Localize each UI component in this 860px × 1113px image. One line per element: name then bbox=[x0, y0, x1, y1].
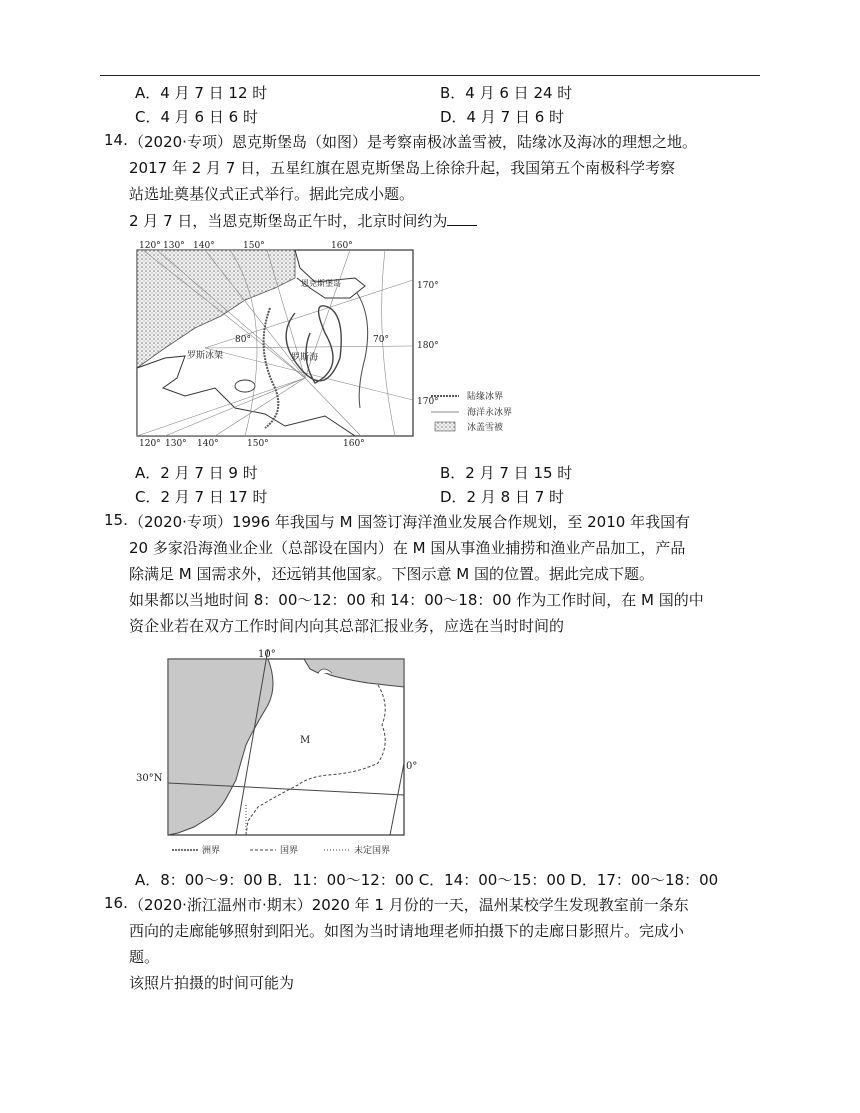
q14-stem-line3: 站选址奠基仪式正式举行。据此完成小题。 bbox=[129, 185, 415, 203]
legend-ice-cap-label: 冰盖雪被 bbox=[467, 423, 504, 433]
map-sea-label: 罗斯海 bbox=[291, 353, 319, 363]
q16-stem-line2: 西向的走廊能够照射到阳光。如图为当时请地理老师拍摄下的走廊日影照片。完成小 bbox=[129, 922, 685, 940]
map-island-label: 恩克斯堡岛 bbox=[301, 279, 341, 288]
q13-option-d[interactable]: D．4 月 7 日 6 时 bbox=[440, 108, 565, 126]
q16-number: 16. bbox=[104, 894, 128, 912]
q14-stem-line1: （2020·专项）恩克斯堡岛（如图）是考察南极冰盖雪被，陆缘冰及海冰的理想之地。 bbox=[129, 133, 697, 151]
legend-swatch-ice-cap bbox=[435, 422, 455, 431]
legend-continental-label: 陆缘冰界 bbox=[467, 392, 504, 402]
header-rule bbox=[100, 75, 760, 76]
q15-number: 15. bbox=[104, 511, 128, 529]
map-bottom-label-140: 140° bbox=[197, 439, 219, 449]
q13-option-b[interactable]: B．4 月 6 日 24 时 bbox=[440, 84, 573, 102]
legend-sea-ice-label: 海洋永冰界 bbox=[467, 408, 513, 418]
map-legend bbox=[172, 844, 390, 856]
q16-stem-line3: 题。 bbox=[129, 948, 160, 966]
q14-question bbox=[129, 210, 477, 231]
q14-number: 14. bbox=[104, 131, 128, 149]
q15-stem-line1: （2020·专项）1996 年我国与 M 国签订海洋渔业发展合作规划，至 2010 年我国有 bbox=[129, 513, 691, 531]
q13-option-c[interactable]: C．4 月 6 日 6 时 bbox=[135, 108, 258, 126]
q15-options[interactable]: A．8：00～9：00 B．11：00～12：00 C．14：00～15：00 D．17：00～18：00 bbox=[135, 871, 719, 889]
small-island bbox=[235, 380, 255, 392]
q16-stem-line1: （2020·浙江温州市·期末）2020 年 1 月份的一天，温州某校学生发现教室前一条东 bbox=[129, 896, 689, 914]
map-lat-30-label: 30°N bbox=[136, 773, 163, 784]
map-top-label-140: 140° bbox=[193, 241, 215, 251]
legend-national-label: 国界 bbox=[280, 846, 299, 856]
q15-stem-line4: 如果都以当地时间 8：00～12：00 和 14：00～18：00 作为工作时间，在 M 国的中 bbox=[129, 591, 704, 609]
map-legend bbox=[431, 390, 512, 433]
q14-option-b[interactable]: B．2 月 7 日 15 时 bbox=[440, 464, 573, 482]
q16-question: 该照片拍摄的时间可能为 bbox=[129, 974, 295, 992]
map-right-label-170: 170° bbox=[417, 281, 439, 291]
map-top-label-150: 150° bbox=[243, 241, 265, 251]
q15-stem-line3: 除满足 M 国需求外，还远销其他国家。下图示意 M 国的位置。据此完成下题。 bbox=[129, 565, 654, 583]
map-top-label-160: 160° bbox=[331, 241, 353, 251]
q15-question: 资企业若在双方工作时间内向其总部汇报业务，应选在当时时间的 bbox=[129, 617, 565, 635]
q13-option-a[interactable]: A．4 月 7 日 12 时 bbox=[135, 84, 268, 102]
legend-continent-label: 洲界 bbox=[202, 846, 221, 856]
map-lon-0-label: 0° bbox=[406, 761, 418, 772]
map-right-label-170b: 170° bbox=[417, 397, 439, 407]
q14-option-a[interactable]: A．2 月 7 日 9 时 bbox=[135, 464, 258, 482]
map-bottom-label-150: 150° bbox=[247, 439, 269, 449]
map-top-label-130: 130° bbox=[163, 241, 185, 251]
q14-question-text: 2 月 7 日，当恩克斯堡岛正午时，北京时间约为 bbox=[129, 212, 448, 230]
q15-stem-line2: 20 多家沿海渔业企业（总部设在国内）在 M 国从事渔业捕捞和渔业产品加工，产品 bbox=[129, 539, 686, 557]
answer-blank bbox=[447, 211, 477, 226]
map-lat-70: 70° bbox=[373, 335, 389, 345]
map-lon-10-label: 10° bbox=[258, 649, 276, 660]
q14-option-d[interactable]: D．2 月 8 日 7 时 bbox=[440, 488, 565, 506]
legend-undetermined-label: 未定国界 bbox=[354, 846, 391, 856]
q14-option-c[interactable]: C．2 月 7 日 17 时 bbox=[135, 488, 268, 506]
map-bottom-label-130: 130° bbox=[165, 439, 187, 449]
q14-stem-line2: 2017 年 2 月 7 日，五星红旗在恩克斯堡岛上徐徐升起，我国第五个南极科学考察 bbox=[129, 159, 676, 177]
map-lat-80: 80° bbox=[235, 335, 251, 345]
map-bottom-label-160: 160° bbox=[343, 439, 365, 449]
map-country-label: M bbox=[300, 735, 311, 746]
m-country-map bbox=[128, 645, 418, 860]
ross-sea-map bbox=[125, 238, 525, 450]
map-right-label-180: 180° bbox=[417, 341, 439, 351]
map-bottom-label-120: 120° bbox=[139, 439, 161, 449]
map-top-label-120: 120° bbox=[139, 241, 161, 251]
map-ice-shelf-label: 罗斯冰架 bbox=[187, 351, 224, 361]
